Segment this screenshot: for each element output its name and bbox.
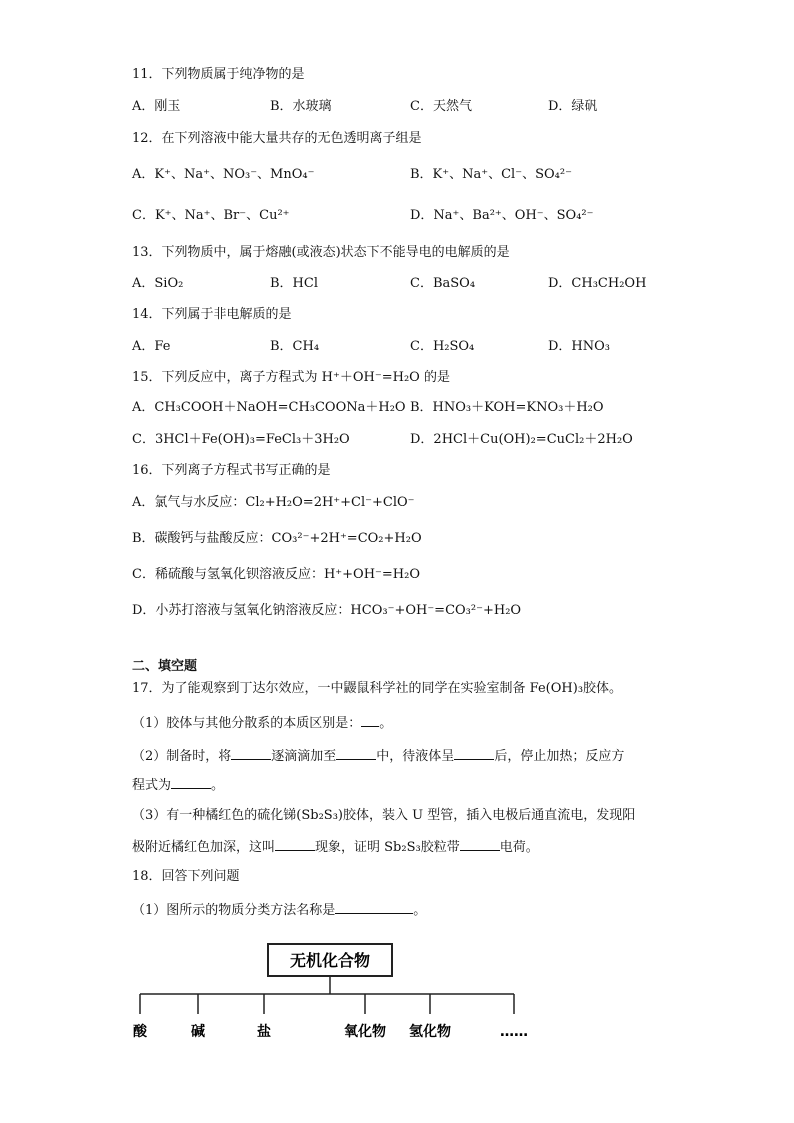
child-ellipsis: ……	[500, 1024, 528, 1040]
q17-stem: 17．为了能观察到丁达尔效应，一中鼹鼠科学社的同学在实验室制备 Fe(OH)₃胶体。	[132, 681, 623, 696]
q12-stem: 12．在下列溶液中能大量共存的无色透明离子组是	[132, 131, 422, 146]
q18-part1-text: （1）图所示的物质分类方法名称是	[132, 903, 336, 918]
q11-option-d: D．绿矾	[548, 99, 598, 114]
classification-diagram	[130, 938, 540, 1048]
q17-part2-text-b: 逐滴滴加至	[271, 749, 337, 764]
child-hydride: 氢化物	[409, 1024, 451, 1040]
q17-part1-text: （1）胶体与其他分散系的本质区别是：	[132, 716, 362, 731]
q13-option-a: A．SiO₂	[132, 276, 184, 291]
q18-stem: 18．回答下列问题	[132, 869, 240, 884]
child-acid: 酸	[133, 1024, 147, 1040]
q14-option-b: B．CH₄	[270, 339, 320, 354]
q17-part1-end: 。	[379, 716, 393, 731]
q12-option-b: B．K⁺、Na⁺、Cl⁻、SO₄²⁻	[410, 167, 572, 182]
child-oxide: 氧化物	[344, 1024, 386, 1040]
q17-part3: （3）有一种橘红色的硫化锑(Sb₂S₃)胶体，装入 U 型管，插入电极后通直流电，发现阳	[132, 808, 636, 823]
q14-option-c: C．H₂SO₄	[410, 339, 475, 354]
q13-option-d: D．CH₃CH₂OH	[548, 276, 647, 291]
q16-option-b: B．碳酸钙与盐酸反应：CO₃²⁻+2H⁺=CO₂+H₂O	[132, 531, 422, 546]
child-salt: 盐	[257, 1024, 271, 1040]
answer-blank[interactable]	[231, 746, 271, 760]
q17-part2-text-c: 中，待液体呈	[376, 749, 455, 764]
child-base: 碱	[191, 1024, 205, 1040]
q12-option-a: A．K⁺、Na⁺、NO₃⁻、MnO₄⁻	[132, 167, 315, 182]
q17-part2-text-e: 程式为	[132, 778, 172, 793]
answer-blank[interactable]	[171, 775, 211, 789]
q16-stem: 16．下列离子方程式书写正确的是	[132, 463, 331, 478]
answer-blank[interactable]	[361, 713, 379, 727]
q13-option-c: C．BaSO₄	[410, 276, 476, 291]
answer-blank[interactable]	[336, 746, 376, 760]
q17-part2	[132, 746, 624, 766]
q17-part2-text-a: （2）制备时，将	[132, 749, 232, 764]
q15-option-b: B．HNO₃＋KOH=KNO₃＋H₂O	[410, 400, 604, 415]
q15-option-c: C．3HCl＋Fe(OH)₃=FeCl₃＋3H₂O	[132, 432, 350, 447]
q14-option-a: A．Fe	[132, 339, 171, 354]
section-title: 二、填空题	[132, 659, 198, 674]
q17-part3-cont	[132, 837, 539, 857]
q17-part1	[132, 713, 392, 733]
q17-part3-text-c: 现象，证明 Sb₂S₃胶粒带	[315, 840, 460, 855]
q11-stem: 11．下列物质属于纯净物的是	[132, 67, 305, 82]
q18-part1	[132, 900, 426, 920]
q16-option-d: D．小苏打溶液与氢氧化钠溶液反应：HCO₃⁻+OH⁻=CO₃²⁻+H₂O	[132, 603, 522, 618]
q14-option-d: D．HNO₃	[548, 339, 611, 354]
q11-option-a: A．刚玉	[132, 99, 181, 114]
q16-option-a: A．氯气与水反应：Cl₂+H₂O=2H⁺+Cl⁻+ClO⁻	[132, 495, 415, 510]
q15-option-a: A．CH₃COOH＋NaOH=CH₃COONa＋H₂O	[132, 400, 406, 415]
root-label: 无机化合物	[289, 951, 371, 970]
q17-part2-text-f: 。	[211, 778, 225, 793]
q13-stem: 13．下列物质中，属于熔融(或液态)状态下不能导电的电解质的是	[132, 245, 510, 260]
answer-blank[interactable]	[275, 837, 315, 851]
q11-option-b: B．水玻璃	[270, 99, 332, 114]
q14-stem: 14．下列属于非电解质的是	[132, 307, 292, 322]
q15-stem: 15．下列反应中，离子方程式为 H⁺＋OH⁻=H₂O 的是	[132, 370, 450, 385]
answer-blank[interactable]	[454, 746, 494, 760]
answer-blank[interactable]	[335, 900, 413, 914]
q12-option-c: C．K⁺、Na⁺、Br⁻、Cu²⁺	[132, 208, 290, 223]
q16-option-c: C．稀硫酸与氢氧化钡溶液反应：H⁺+OH⁻=H₂O	[132, 567, 420, 582]
q17-part3-text-b: 极附近橘红色加深，这叫	[132, 840, 276, 855]
q17-part3-text-d: 电荷。	[499, 840, 539, 855]
q17-part2-cont	[132, 775, 224, 795]
q12-option-d: D．Na⁺、Ba²⁺、OH⁻、SO₄²⁻	[410, 208, 594, 223]
q13-option-b: B．HCl	[270, 276, 318, 291]
q18-part1-end: 。	[413, 903, 427, 918]
q11-option-c: C．天然气	[410, 99, 472, 114]
q17-part2-text-d: 后，停止加热；反应方	[494, 749, 625, 764]
q15-option-d: D．2HCl＋Cu(OH)₂=CuCl₂＋2H₂O	[410, 432, 633, 447]
answer-blank[interactable]	[460, 837, 500, 851]
